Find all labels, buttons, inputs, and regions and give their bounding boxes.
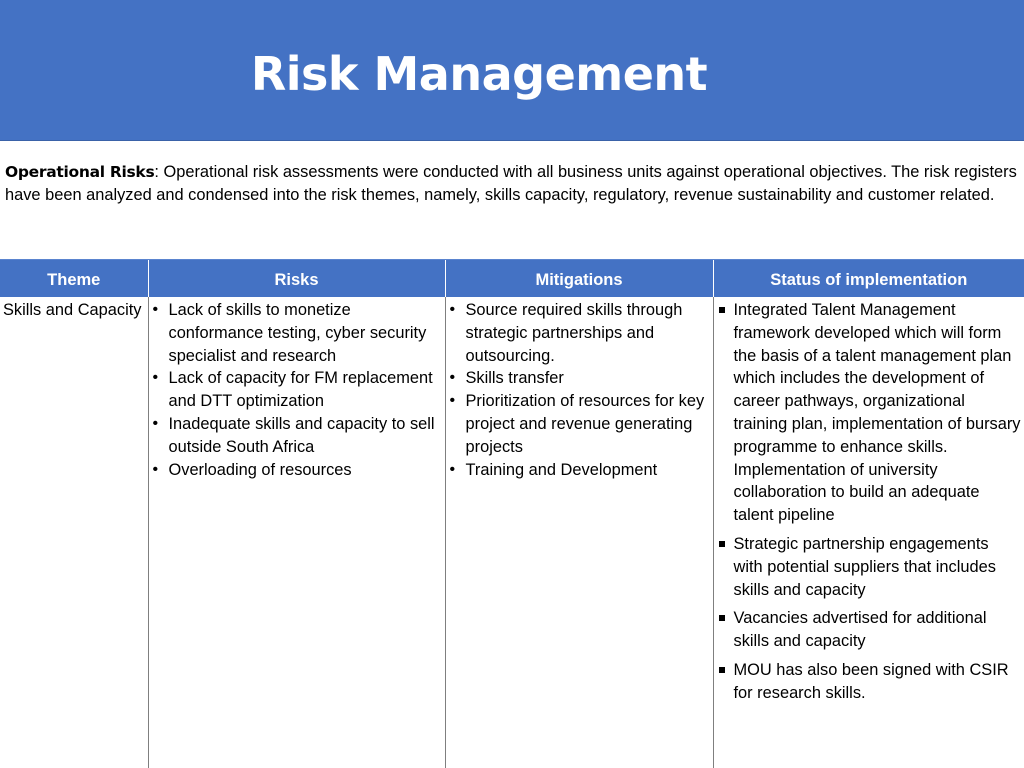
- theme-cell: Skills and Capacity: [3, 301, 142, 319]
- title-banner: [0, 0, 1024, 141]
- square-bullet-icon: [719, 541, 725, 547]
- intro-text: : Operational risk assessments were conducted with all business units against operational objectives. The risk registers have been analyzed and condensed into the risk themes, namely, skills capacity, regulatory, revenue sustainability and customer related.: [5, 163, 1017, 204]
- list-item: • Overloading of resources: [152, 459, 443, 482]
- table-header-row: [0, 260, 1024, 298]
- status-cell: [713, 297, 1024, 768]
- list-item: Strategic partnership engagements with potential suppliers that includes skills and capacity: [717, 533, 1023, 601]
- bullet-icon: •: [152, 460, 159, 478]
- header-mitigations: Mitigations: [445, 260, 713, 298]
- mitigations-cell: [445, 297, 713, 768]
- list-item: • Prioritization of resources for key project and revenue generating projects: [449, 392, 705, 456]
- list-item: • Lack of skills to monetize conformance testing, cyber security specialist and research: [152, 301, 427, 365]
- bullet-icon: •: [449, 301, 456, 318]
- header-theme: Theme: [0, 260, 148, 298]
- risks-list: [152, 299, 443, 481]
- square-bullet-icon: [719, 667, 725, 673]
- list-item: Integrated Talent Management framework developed which will form the basis of a talent management plan which includes the development of career pathways, organizational training plan, implementation of bursary programme to enhance skills. Implementation of university collaboration to build an adequate talent pipeline: [717, 299, 1023, 527]
- square-bullet-icon: [719, 307, 725, 313]
- list-item: • Training and Development: [449, 459, 711, 482]
- header-risks: Risks: [148, 260, 445, 298]
- bullet-icon: •: [152, 369, 159, 387]
- status-list: [717, 299, 1023, 705]
- bullet-icon: •: [449, 369, 456, 387]
- header-status: Status of implementation: [713, 260, 1024, 298]
- bullet-icon: •: [152, 414, 159, 432]
- list-item: MOU has also been signed with CSIR for research skills.: [717, 659, 1023, 705]
- list-item: • Source required skills through strategic partnerships and outsourcing.: [449, 301, 683, 365]
- list-item: • Inadequate skills and capacity to sell outside South Africa: [152, 414, 435, 456]
- list-item: Vacancies advertised for additional skills and capacity: [717, 607, 1023, 653]
- bullet-icon: •: [449, 460, 456, 478]
- bullet-icon: •: [449, 392, 456, 410]
- risk-table: [0, 259, 1024, 768]
- table-row: [0, 297, 1024, 768]
- slide-title: Risk Management: [250, 47, 708, 101]
- list-item: • Skills transfer: [449, 367, 711, 390]
- intro-lead: Operational Risks: [5, 163, 155, 181]
- square-bullet-icon: [719, 615, 725, 621]
- bullet-icon: •: [152, 301, 159, 318]
- mitigations-list: [449, 299, 711, 481]
- intro-paragraph: [5, 161, 1017, 206]
- risks-cell: [148, 297, 445, 768]
- list-item: • Lack of capacity for FM replacement and DTT optimization: [152, 369, 433, 411]
